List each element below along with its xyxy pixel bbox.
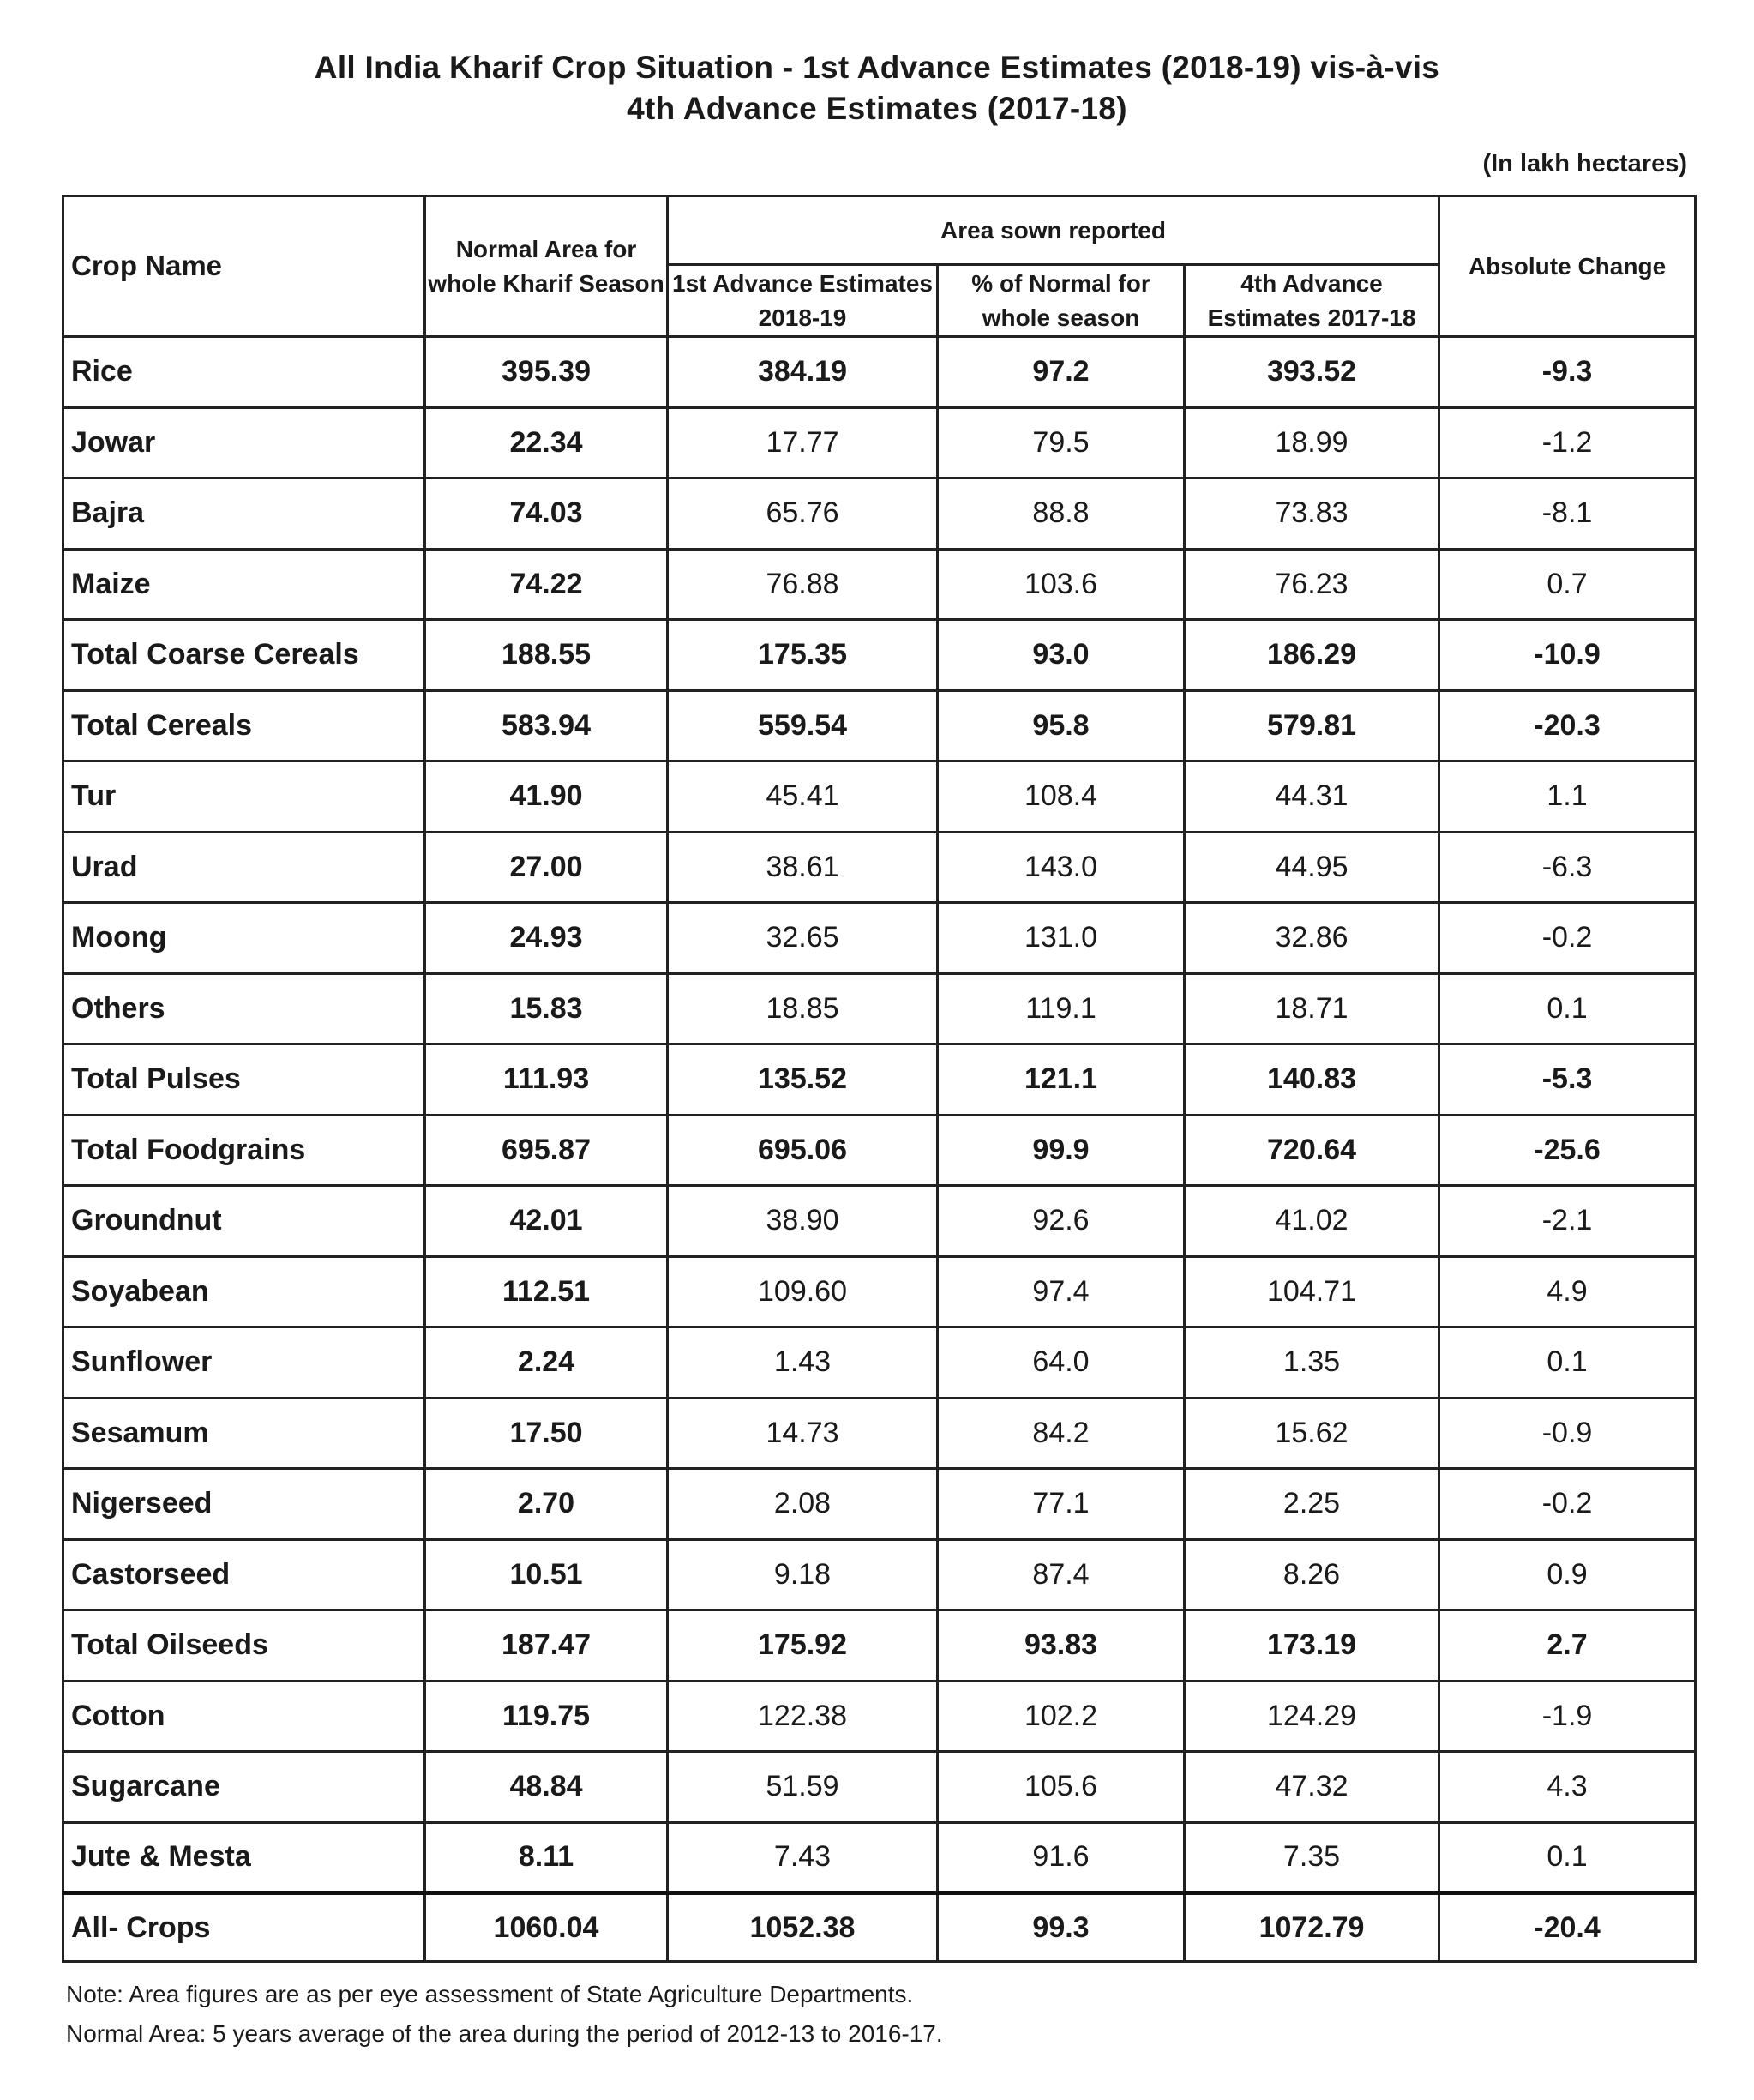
- cell-absolute-change: -0.9: [1439, 1398, 1696, 1469]
- cell-fourth-advance: 41.02: [1185, 1186, 1439, 1257]
- cell-percent-normal: 119.1: [938, 973, 1185, 1044]
- cell-first-advance: 32.65: [668, 903, 938, 974]
- cell-first-advance: 76.88: [668, 549, 938, 620]
- table-header: [63, 196, 1696, 337]
- cell-normal-area: 2.24: [425, 1327, 668, 1399]
- cell-absolute-change: 0.1: [1439, 973, 1696, 1044]
- cell-percent-normal: 93.0: [938, 620, 1185, 691]
- cell-crop-name: Others: [63, 973, 425, 1044]
- table-row: [63, 1044, 1696, 1116]
- cell-percent-normal: 79.5: [938, 407, 1185, 478]
- table-row: [63, 1822, 1696, 1893]
- cell-normal-area: 111.93: [425, 1044, 668, 1116]
- cell-absolute-change: -9.3: [1439, 337, 1696, 408]
- cell-percent-normal: 121.1: [938, 1044, 1185, 1116]
- cell-first-advance: 384.19: [668, 337, 938, 408]
- cell-percent-normal: 102.2: [938, 1681, 1185, 1752]
- cell-absolute-change: -5.3: [1439, 1044, 1696, 1116]
- cell-crop-name: Jowar: [63, 407, 425, 478]
- table-row: [63, 1539, 1696, 1610]
- cell-crop-name: Sesamum: [63, 1398, 425, 1469]
- col-header-fourth-advance: 4th Advance Estimates 2017-18: [1185, 265, 1439, 337]
- cell-percent-normal: 131.0: [938, 903, 1185, 974]
- units-label: (In lakh hectares): [1482, 150, 1687, 178]
- cell-normal-area: 395.39: [425, 337, 668, 408]
- cell-normal-area: 27.00: [425, 832, 668, 903]
- footnote-normal-area: Normal Area: 5 years average of the area during the period of 2012-13 to 2016-17.: [66, 2020, 943, 2047]
- cell-percent-normal: 88.8: [938, 478, 1185, 550]
- cell-normal-area: 10.51: [425, 1539, 668, 1610]
- cell-fourth-advance: 173.19: [1185, 1610, 1439, 1682]
- cell-percent-normal: 64.0: [938, 1327, 1185, 1399]
- cell-fourth-advance: 7.35: [1185, 1822, 1439, 1893]
- cell-normal-area: 42.01: [425, 1186, 668, 1257]
- col-header-area-sown: Area sown reported: [668, 196, 1439, 265]
- cell-normal-area: 583.94: [425, 690, 668, 761]
- cell-percent-normal: 93.83: [938, 1610, 1185, 1682]
- col-header-first-advance: 1st Advance Estimates 2018-19: [668, 265, 938, 337]
- footnote-area-assessment: Note: Area figures are as per eye assessment of State Agriculture Departments.: [66, 1981, 914, 2007]
- cell-absolute-change: -6.3: [1439, 832, 1696, 903]
- cell-fourth-advance: 1072.79: [1185, 1893, 1439, 1962]
- cell-percent-normal: 99.3: [938, 1893, 1185, 1962]
- table-row: [63, 1115, 1696, 1186]
- cell-absolute-change: 4.3: [1439, 1752, 1696, 1823]
- cell-absolute-change: -25.6: [1439, 1115, 1696, 1186]
- col-header-percent-normal: % of Normal for whole season: [938, 265, 1185, 337]
- cell-absolute-change: 1.1: [1439, 761, 1696, 833]
- cell-normal-area: 188.55: [425, 620, 668, 691]
- cell-fourth-advance: 76.23: [1185, 549, 1439, 620]
- table-row: [63, 337, 1696, 408]
- cell-crop-name: Rice: [63, 337, 425, 408]
- table-row: [63, 1469, 1696, 1540]
- cell-absolute-change: -20.3: [1439, 690, 1696, 761]
- cell-fourth-advance: 1.35: [1185, 1327, 1439, 1399]
- cell-fourth-advance: 15.62: [1185, 1398, 1439, 1469]
- cell-fourth-advance: 73.83: [1185, 478, 1439, 550]
- cell-normal-area: 8.11: [425, 1822, 668, 1893]
- table-row: [63, 1610, 1696, 1682]
- table-row: [63, 973, 1696, 1044]
- cell-fourth-advance: 720.64: [1185, 1115, 1439, 1186]
- cell-fourth-advance: 18.99: [1185, 407, 1439, 478]
- cell-crop-name: Total Foodgrains: [63, 1115, 425, 1186]
- table-row-all-crops: [63, 1893, 1696, 1962]
- cell-fourth-advance: 32.86: [1185, 903, 1439, 974]
- cell-absolute-change: -20.4: [1439, 1893, 1696, 1962]
- cell-normal-area: 22.34: [425, 407, 668, 478]
- cell-fourth-advance: 579.81: [1185, 690, 1439, 761]
- cell-normal-area: 74.03: [425, 478, 668, 550]
- cell-crop-name: Moong: [63, 903, 425, 974]
- page-title-line-1: All India Kharif Crop Situation - 1st Advance Estimates (2018-19) vis-à-vis: [314, 50, 1440, 85]
- cell-absolute-change: -0.2: [1439, 1469, 1696, 1540]
- table-body: [63, 337, 1696, 1962]
- cell-percent-normal: 84.2: [938, 1398, 1185, 1469]
- table-row: [63, 903, 1696, 974]
- cell-absolute-change: 0.7: [1439, 549, 1696, 620]
- cell-percent-normal: 97.2: [938, 337, 1185, 408]
- cell-absolute-change: 2.7: [1439, 1610, 1696, 1682]
- cell-crop-name: Total Coarse Cereals: [63, 620, 425, 691]
- page-title-line-2: 4th Advance Estimates (2017-18): [627, 91, 1127, 126]
- cell-crop-name: Groundnut: [63, 1186, 425, 1257]
- cell-crop-name: Total Pulses: [63, 1044, 425, 1116]
- cell-absolute-change: 4.9: [1439, 1256, 1696, 1327]
- cell-percent-normal: 143.0: [938, 832, 1185, 903]
- table-row: [63, 761, 1696, 833]
- cell-normal-area: 187.47: [425, 1610, 668, 1682]
- cell-first-advance: 9.18: [668, 1539, 938, 1610]
- cell-fourth-advance: 2.25: [1185, 1469, 1439, 1540]
- cell-absolute-change: -1.9: [1439, 1681, 1696, 1752]
- cell-fourth-advance: 140.83: [1185, 1044, 1439, 1116]
- cell-first-advance: 45.41: [668, 761, 938, 833]
- cell-percent-normal: 99.9: [938, 1115, 1185, 1186]
- cell-percent-normal: 95.8: [938, 690, 1185, 761]
- cell-absolute-change: -0.2: [1439, 903, 1696, 974]
- cell-crop-name: Sunflower: [63, 1327, 425, 1399]
- cell-absolute-change: -1.2: [1439, 407, 1696, 478]
- cell-first-advance: 17.77: [668, 407, 938, 478]
- cell-first-advance: 65.76: [668, 478, 938, 550]
- cell-crop-name: Soyabean: [63, 1256, 425, 1327]
- cell-absolute-change: -8.1: [1439, 478, 1696, 550]
- cell-percent-normal: 92.6: [938, 1186, 1185, 1257]
- cell-normal-area: 2.70: [425, 1469, 668, 1540]
- cell-percent-normal: 87.4: [938, 1539, 1185, 1610]
- cell-crop-name: Sugarcane: [63, 1752, 425, 1823]
- cell-crop-name: Cotton: [63, 1681, 425, 1752]
- cell-percent-normal: 77.1: [938, 1469, 1185, 1540]
- cell-crop-name: All- Crops: [63, 1893, 425, 1962]
- cell-first-advance: 38.90: [668, 1186, 938, 1257]
- cell-first-advance: 109.60: [668, 1256, 938, 1327]
- cell-normal-area: 17.50: [425, 1398, 668, 1469]
- cell-normal-area: 74.22: [425, 549, 668, 620]
- cell-crop-name: Maize: [63, 549, 425, 620]
- cell-crop-name: Total Cereals: [63, 690, 425, 761]
- cell-normal-area: 48.84: [425, 1752, 668, 1823]
- table-row: [63, 1186, 1696, 1257]
- table-row: [63, 1398, 1696, 1469]
- cell-crop-name: Urad: [63, 832, 425, 903]
- cell-percent-normal: 108.4: [938, 761, 1185, 833]
- cell-normal-area: 119.75: [425, 1681, 668, 1752]
- table-row: [63, 549, 1696, 620]
- table-row: [63, 1681, 1696, 1752]
- cell-normal-area: 15.83: [425, 973, 668, 1044]
- cell-first-advance: 18.85: [668, 973, 938, 1044]
- cell-fourth-advance: 104.71: [1185, 1256, 1439, 1327]
- cell-crop-name: Bajra: [63, 478, 425, 550]
- cell-crop-name: Nigerseed: [63, 1469, 425, 1540]
- table-row: [63, 832, 1696, 903]
- col-header-normal-area: Normal Area for whole Kharif Season: [425, 196, 668, 337]
- cell-normal-area: 695.87: [425, 1115, 668, 1186]
- cell-fourth-advance: 44.31: [1185, 761, 1439, 833]
- cell-percent-normal: 103.6: [938, 549, 1185, 620]
- col-header-absolute-change: Absolute Change: [1439, 196, 1696, 337]
- table-row: [63, 1256, 1696, 1327]
- table-row: [63, 1327, 1696, 1399]
- cell-first-advance: 1.43: [668, 1327, 938, 1399]
- table-row: [63, 478, 1696, 550]
- cell-first-advance: 7.43: [668, 1822, 938, 1893]
- cell-first-advance: 51.59: [668, 1752, 938, 1823]
- cell-first-advance: 175.35: [668, 620, 938, 691]
- cell-percent-normal: 105.6: [938, 1752, 1185, 1823]
- cell-first-advance: 2.08: [668, 1469, 938, 1540]
- cell-first-advance: 559.54: [668, 690, 938, 761]
- cell-fourth-advance: 124.29: [1185, 1681, 1439, 1752]
- cell-absolute-change: -10.9: [1439, 620, 1696, 691]
- cell-first-advance: 695.06: [668, 1115, 938, 1186]
- table-row: [63, 620, 1696, 691]
- cell-fourth-advance: 186.29: [1185, 620, 1439, 691]
- cell-fourth-advance: 44.95: [1185, 832, 1439, 903]
- cell-absolute-change: 0.1: [1439, 1822, 1696, 1893]
- cell-first-advance: 175.92: [668, 1610, 938, 1682]
- cell-fourth-advance: 18.71: [1185, 973, 1439, 1044]
- cell-fourth-advance: 393.52: [1185, 337, 1439, 408]
- cell-fourth-advance: 47.32: [1185, 1752, 1439, 1823]
- col-header-crop-name: Crop Name: [63, 196, 425, 337]
- crop-situation-table: [62, 195, 1697, 1963]
- cell-fourth-advance: 8.26: [1185, 1539, 1439, 1610]
- cell-crop-name: Jute & Mesta: [63, 1822, 425, 1893]
- table-row: [63, 690, 1696, 761]
- cell-first-advance: 135.52: [668, 1044, 938, 1116]
- cell-absolute-change: 0.9: [1439, 1539, 1696, 1610]
- cell-normal-area: 112.51: [425, 1256, 668, 1327]
- cell-first-advance: 14.73: [668, 1398, 938, 1469]
- cell-first-advance: 38.61: [668, 832, 938, 903]
- cell-normal-area: 24.93: [425, 903, 668, 974]
- cell-absolute-change: -2.1: [1439, 1186, 1696, 1257]
- cell-normal-area: 41.90: [425, 761, 668, 833]
- cell-first-advance: 122.38: [668, 1681, 938, 1752]
- table-row: [63, 1752, 1696, 1823]
- cell-crop-name: Total Oilseeds: [63, 1610, 425, 1682]
- cell-crop-name: Castorseed: [63, 1539, 425, 1610]
- cell-percent-normal: 91.6: [938, 1822, 1185, 1893]
- cell-percent-normal: 97.4: [938, 1256, 1185, 1327]
- cell-first-advance: 1052.38: [668, 1893, 938, 1962]
- table-row: [63, 407, 1696, 478]
- cell-crop-name: Tur: [63, 761, 425, 833]
- cell-normal-area: 1060.04: [425, 1893, 668, 1962]
- cell-absolute-change: 0.1: [1439, 1327, 1696, 1399]
